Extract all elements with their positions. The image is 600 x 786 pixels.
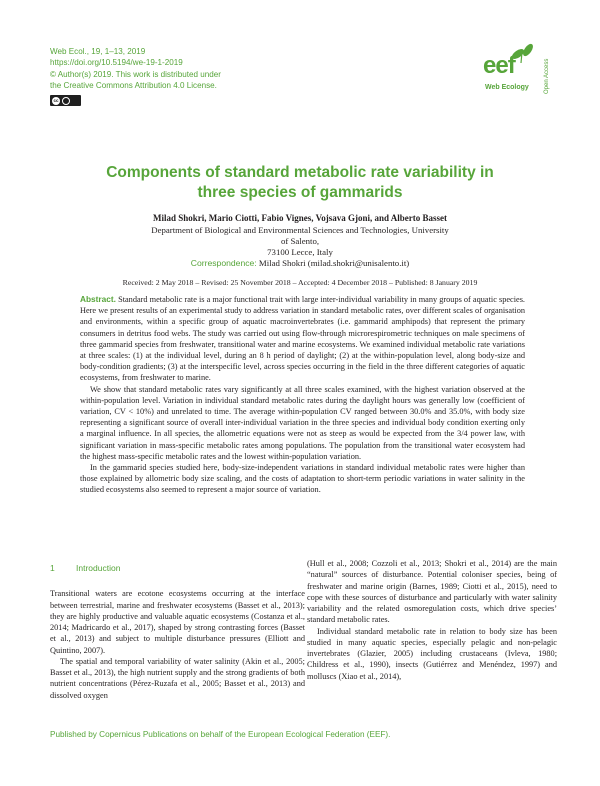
affiliation-line-2: 73100 Lecce, Italy <box>267 247 333 258</box>
journal-citation: Web Ecol., 19, 1–13, 2019 <box>50 47 146 56</box>
abstract-text-1: Standard metabolic rate is a major functional trait with large inter-individual variability in many groups of aquatic species. Here we present results of an experimental study to address variation in standard metabolic rates, over different scales of organisation and environments, within a specific group of aquatic macroinvertebrates (i.e. gammarid amphipods) that represent the primary consumers in detritus food webs. The study was carried out using flow-through microrespirometric techniques on male specimens of three gammarid species from freshwater, transitional water and marine ecosystems. We examined individual metabolic rate variations at three scales: (1) at the individual level, during an 8 h period of daylight; (2) at the within-population level, along body-size and body-condition gradients; (3) at the interspecific level, across species occurring in the field in the three different categories of aquatic ecosystems, from freshwater to marine. <box>80 295 525 383</box>
license-line[interactable]: the Creative Commons Attribution 4.0 License. <box>50 81 217 91</box>
intro-paragraph-4: Individual standard metabolic rate in relation to body size has been studied in many aquatic species, especially pelagic and non-pelagic invertebrates (Glazier, 2005) including crustaceans (Ivleva, 1980; Childress et al., 1990), insects (Gutiérrez and Menéndez, 1997) and molluscs (Xiao et al., 2014), <box>307 626 557 681</box>
section-heading <box>50 563 305 574</box>
left-column <box>50 563 305 701</box>
intro-paragraph-2: The spatial and temporal variability of water salinity (Akin et al., 2005; Basset et al., 2013), the high nutrient supply and the strong gradients of both nutrient concentrations (Pérez-Ruzafa et al., 2005; Basset et al., 2013) and dissolved oxygen <box>50 656 305 700</box>
by-icon <box>62 97 70 105</box>
abstract-paragraph-2: We show that standard metabolic rates vary significantly at all three scales examined, with the highest variation observed at the within-population level. Variation in individual standard metabolic rates during the daylight hours was generally low (coefficient of variation, CV < 10%) and unrelated to time. The average within-population CV ranged between 30.0% and 35.0%, with body size representing a significant source of overall inter-individual variation in the three species and individual body condition exerting only a marginal influence. In all species, the allometric equations were not as steep as would be expected from the 3/4 power law, with significant variation in mass-specific metabolic rates among populations. The population from the transitional water ecosystem had the highest mass-specific metabolic rates and the lowest within-population variation. <box>80 384 525 461</box>
right-column <box>307 558 557 682</box>
correspondence-email[interactable]: Milad Shokri (milad.shokri@unisalento.it) <box>258 258 410 268</box>
title-line-1: Components of standard metabolic rate variability in <box>106 164 494 181</box>
paper-title <box>60 163 540 203</box>
correspondence <box>60 258 540 268</box>
logo-subtitle: Web Ecology <box>485 84 529 91</box>
title-line-2: three species of gammarids <box>197 184 403 201</box>
publisher-footer: Published by Copernicus Publications on behalf of the European Ecological Federation (EEF). <box>50 730 391 739</box>
affiliation-line-1: Department of Biological and Environmental Sciences and Technologies, University of Salento, <box>151 225 449 247</box>
copyright-line: © Author(s) 2019. This work is distributed under <box>50 69 221 79</box>
journal-header <box>50 46 221 92</box>
publication-dates: Received: 2 May 2018 – Revised: 25 November 2018 – Accepted: 4 December 2018 – Published: 8 January 2019 <box>122 278 478 287</box>
abstract-paragraph-1 <box>80 294 525 384</box>
eef-logo <box>483 38 573 98</box>
doi-link[interactable]: https://doi.org/10.5194/we-19-1-2019 <box>50 58 183 68</box>
section-number: 1 <box>50 563 55 573</box>
abstract-label: Abstract. <box>80 294 116 304</box>
abstract <box>80 294 525 496</box>
cc-license-badge[interactable] <box>50 95 81 106</box>
intro-paragraph-1: Transitional waters are ecotone ecosystems occurring at the interface between terrestrial, marine and freshwater ecosystems (Basset et al., 2013); they are highly productive and valuable aquatic ecosystems (Costanza et al., 2014; Madricardo et al., 2017), shaped by strong contrasting forces (Basset et al., 2013) and subject to multiple disturbance pressures (Elliott and Quintino, 2007). <box>50 589 305 655</box>
author-list: Milad Shokri, Mario Ciotti, Fabio Vignes, Vojsava Gjoni, and Alberto Basset <box>152 213 448 223</box>
intro-paragraph-3: (Hull et al., 2008; Cozzoli et al., 2013; Shokri et al., 2014) are the main “natural” sources of disturbance. Potential coloniser species, being of freshwater and marine origin (Barnes, 1989; Ciotti et al., 2015), need to cope with these sources of disturbance and particularly with water salinity variability and the related osmoregulation costs, which drive species’ standard metabolic rates. <box>307 559 557 625</box>
abstract-paragraph-3: In the gammarid species studied here, body-size-independent variations in standard individual metabolic rates were higher than those explained by allometric body size scaling, and the costs of adaptation to short-term periodic variations in water salinity in the studied ecosystems also seemed to represent a major source of variation. <box>80 463 525 495</box>
affiliation <box>150 225 450 259</box>
correspondence-label: Correspondence: <box>190 258 257 268</box>
logo-text: eef <box>483 52 515 79</box>
cc-icon: cc <box>53 98 59 103</box>
open-access-label: Open Access <box>544 58 550 94</box>
section-title: Introduction <box>76 563 121 573</box>
